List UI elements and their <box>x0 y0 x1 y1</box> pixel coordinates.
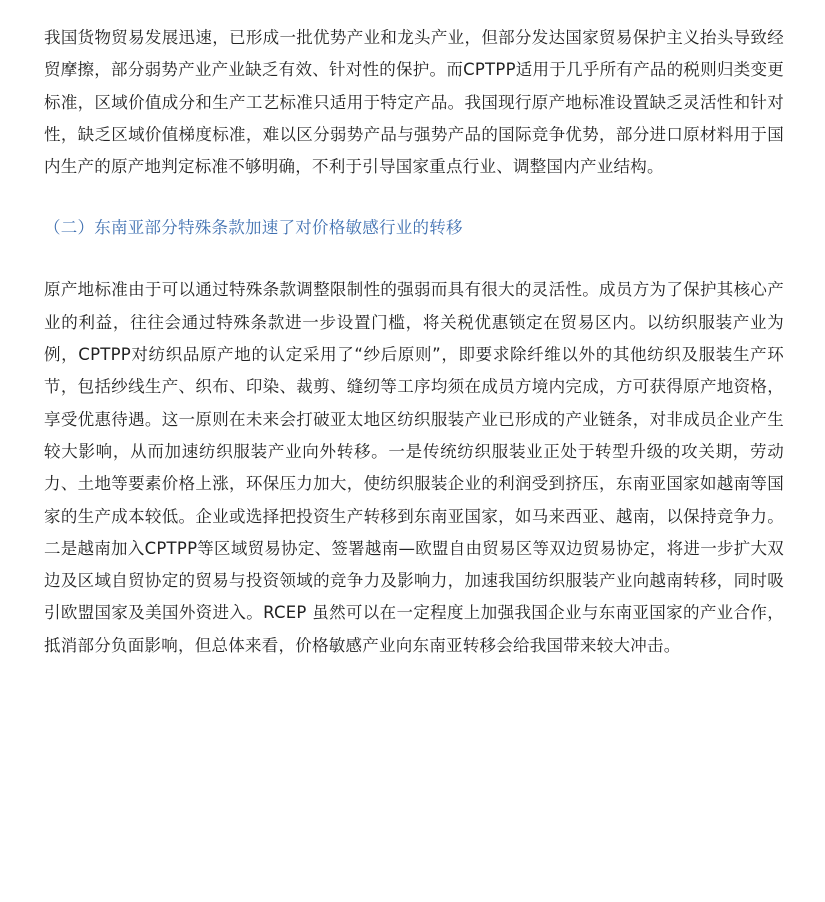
paragraph-trade-protection: 我国货物贸易发展迅速，已形成一批优势产业和龙头产业，但部分发达国家贸易保护主义抬头导致经贸摩擦，部分弱势产业产业缺乏有效、针对性的保护。而CPTPP适用于几乎所有产品的税则归类变更标准，区域价值成分和生产工艺标准只适用于特定产品。我国现行原产地标准设置缺乏灵活性和针对性，缺乏区域价值梯度标准，难以区分弱势产品与强势产品的国际竞争优势，部分进口原材料用于国内生产的原产地判定标准不够明确，不利于引导国家重点行业、调整国内产业结构。 <box>44 28 784 177</box>
paragraph-textile-transfer: 原产地标准由于可以通过特殊条款调整限制性的强弱而具有很大的灵活性。成员方为了保护其核心产业的利益，往往会通过特殊条款进一步设置门槛，将关税优惠锁定在贸易区内。以纺织服装产业为例，CPTPP对纺织品原产地的认定采用了“纱后原则”，即要求除纤维以外的其他纺织及服装生产环节，包括纱线生产、织布、印染、裁剪、缝纫等工序均须在成员方境内完成，方可获得原产地资格，享受优惠待遇。这一原则在未来会打破亚太地区纺织服装产业已形成的产业链条，对非成员企业产生较大影响，从而加速纺织服装产业向外转移。一是传统纺织服装业正处于转型升级的攻关期，劳动力、土地等要素价格上涨，环保压力加大，使纺织服装企业的利润受到挤压，东南亚国家如越南等国家的生产成本较低。企业或选择把投资生产转移到东南亚国家，如马来西亚、越南，以保持竞争力。二是越南加入CPTPP等区域贸易协定、签署越南—欧盟自由贸易区等双边贸易协定，将进一步扩大双边及区域自贸协定的贸易与投资领域的竞争力及影响力，加速我国纺织服装产业向越南转移，同时吸引欧盟国家及美国外资进入。RCEP 虽然可以在一定程度上加强我国企业与东南亚国家的产业合作，抵消部分负面影响，但总体来看，价格敏感产业向东南亚转移会给我国带来较大冲击。 <box>44 280 784 655</box>
section-heading: （二）东南亚部分特殊条款加速了对价格敏感行业的转移 <box>44 218 463 238</box>
article-body <box>44 22 784 662</box>
